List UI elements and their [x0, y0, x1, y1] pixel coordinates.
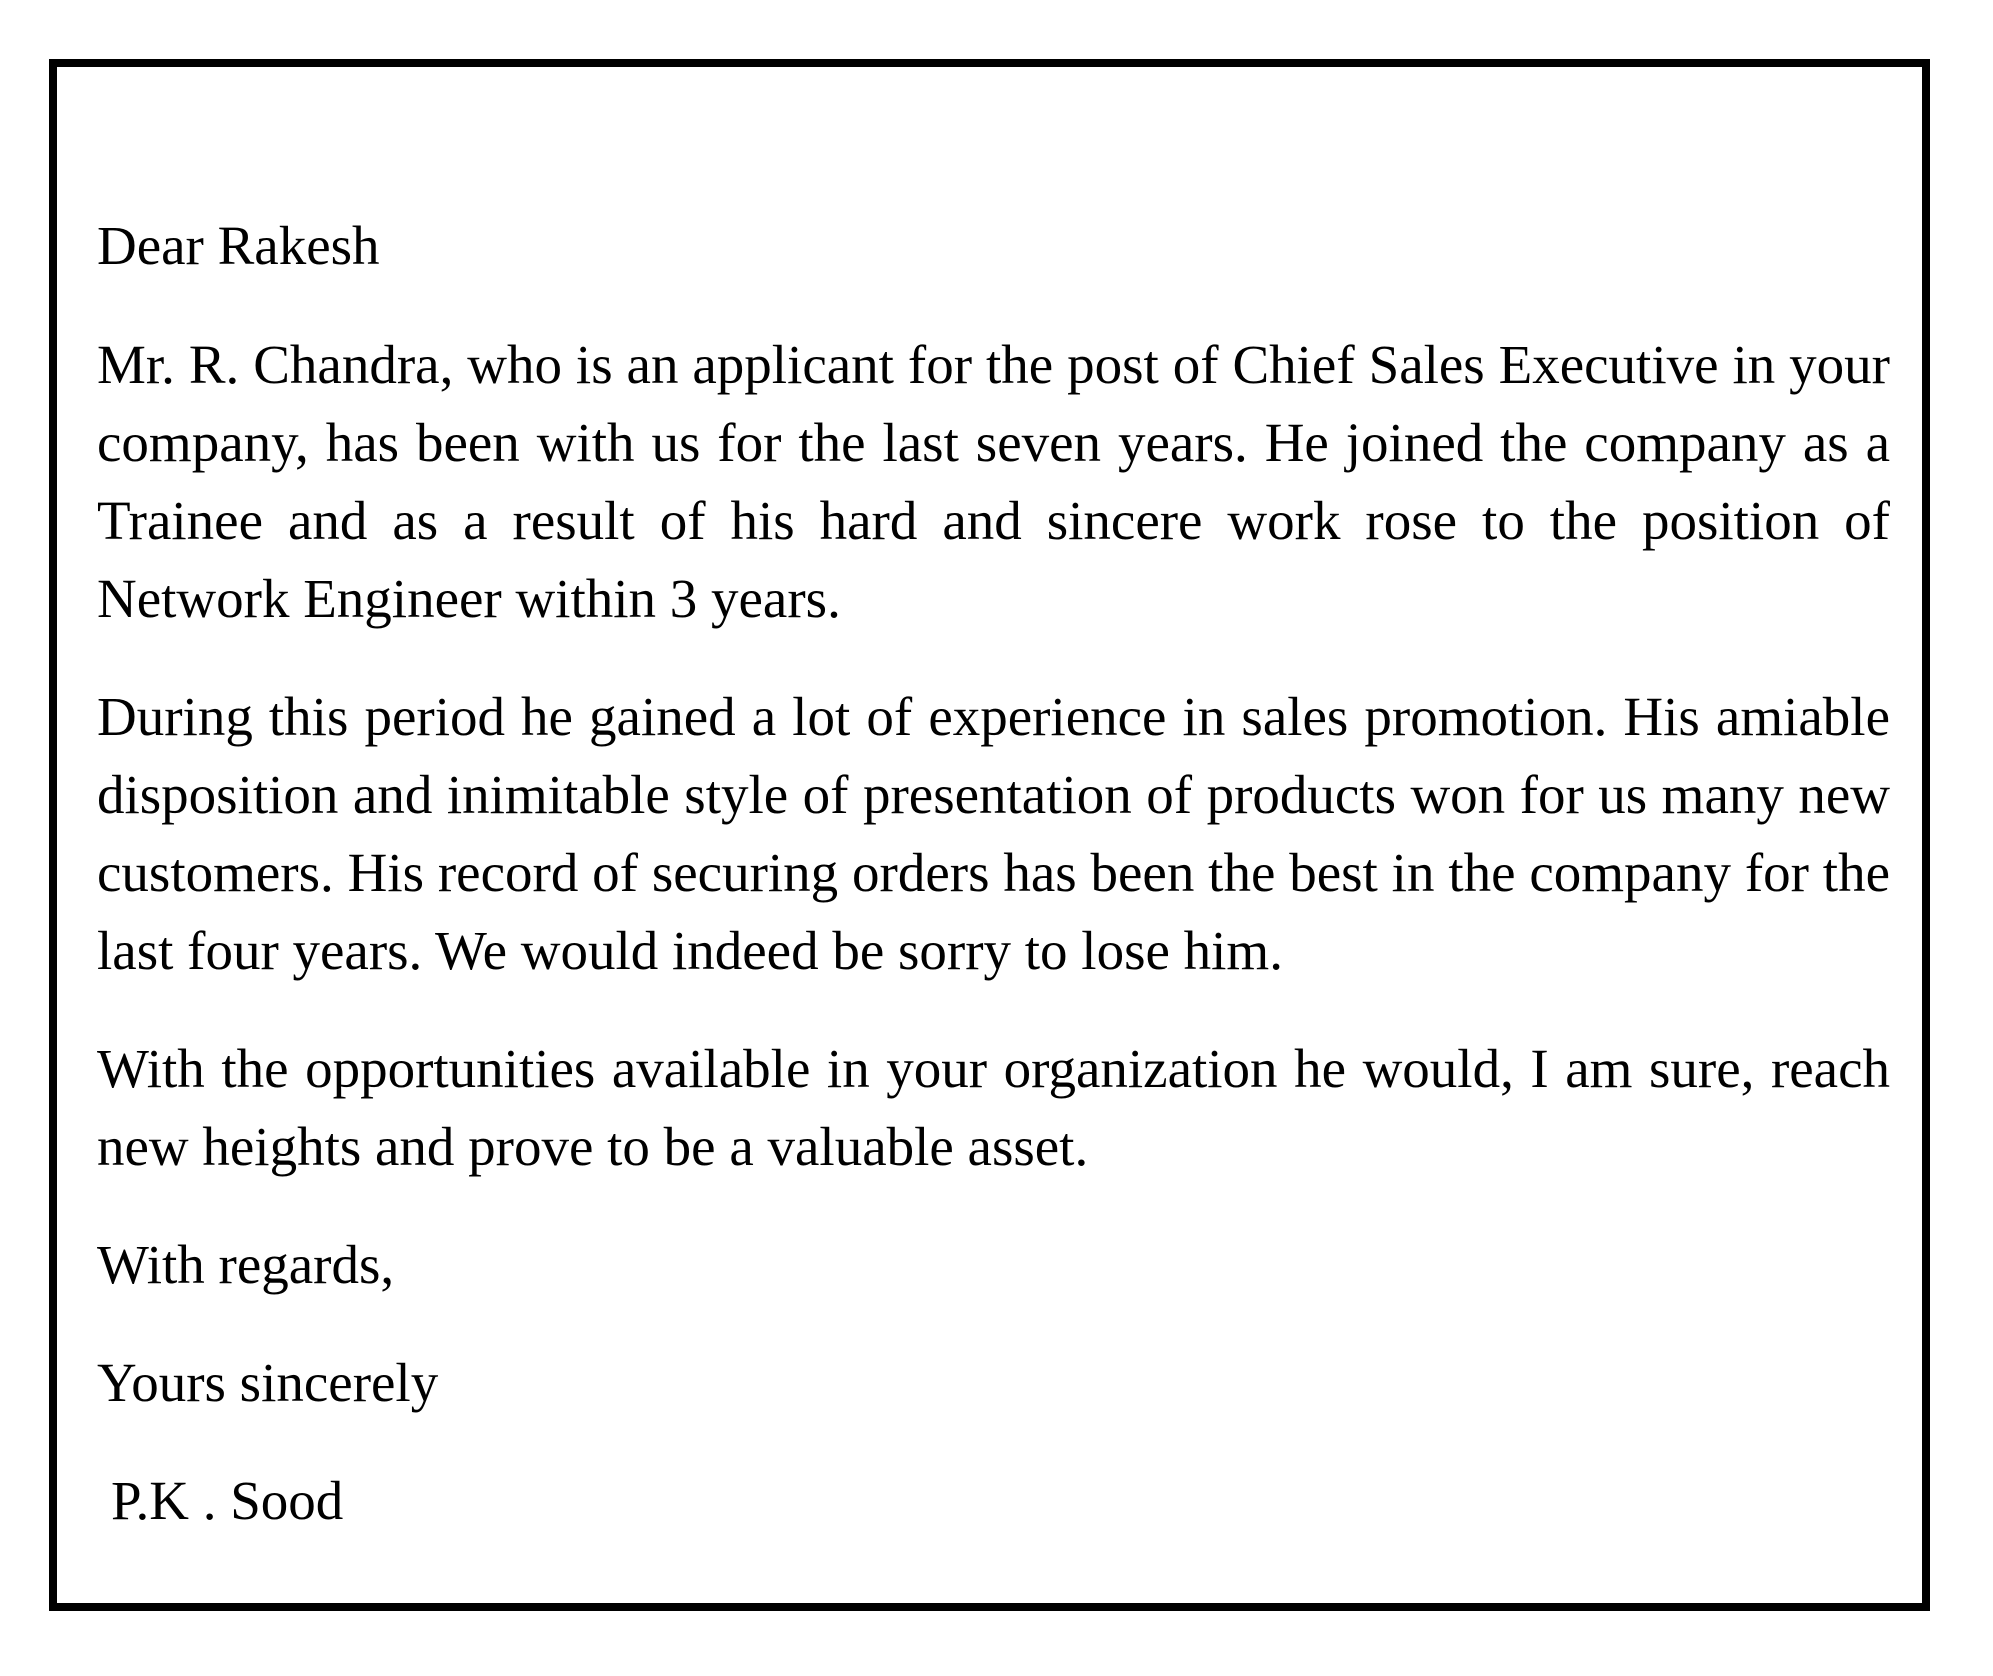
letter-paragraph-2: During this period he gained a lot of experience in sales promotion. His amiable disposition and inimitable style of presentation of products won for us many new customers. His record of securing orders has been the best in the company for the last four years. We would indeed be sorry to lose him. — [97, 686, 1890, 981]
letter-paragraph-3: With the opportunities available in your organization he would, I am sure, reach new heights and prove to be a valuable asset. — [97, 1038, 1890, 1177]
letter-paragraph-1: Mr. R. Chandra, who is an applicant for the post of Chief Sales Executive in your company, has been with us for the last seven years. He joined the company as a Trainee and as a result of his hard and sincere work rose to the position of Network Engineer within 3 years. — [97, 334, 1890, 629]
letter-signature: P.K . Sood — [111, 1470, 344, 1531]
letter-salutation: Dear Rakesh — [97, 215, 380, 276]
letter-closing: With regards, — [97, 1234, 395, 1295]
letter-body — [97, 207, 1890, 1540]
letter-sign-off: Yours sincerely — [97, 1352, 439, 1413]
letter-frame — [49, 59, 1930, 1611]
